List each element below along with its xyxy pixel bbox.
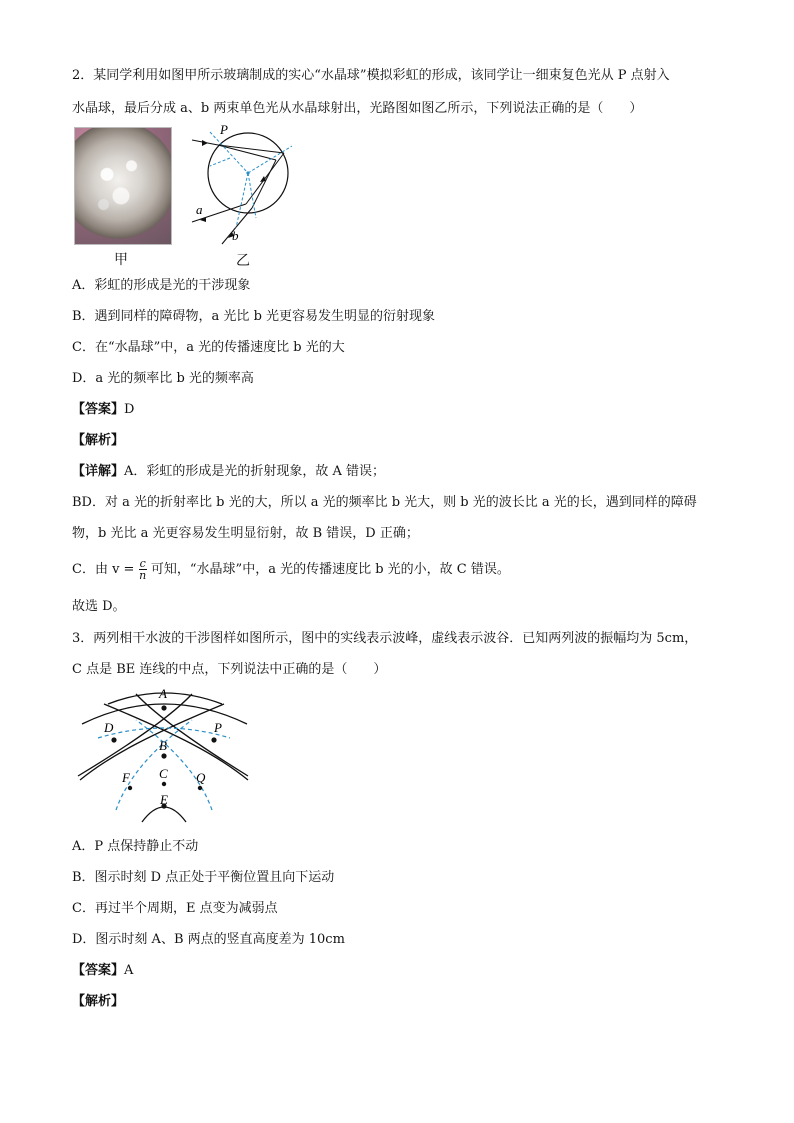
q2-option-c: C．在“水晶球”中，a 光的传播速度比 b 光的大 bbox=[72, 340, 345, 355]
frac-denominator: n bbox=[139, 569, 147, 582]
q2-option-d: D．a 光的频率比 b 光的频率高 bbox=[72, 371, 254, 386]
q2-option-b: B．遇到同样的障碍物，a 光比 b 光更容易发生明显的衍射现象 bbox=[72, 309, 436, 324]
label-B: B bbox=[159, 738, 167, 753]
label-A: A bbox=[159, 686, 167, 701]
q2-answer bbox=[72, 401, 134, 419]
detail-1-text: A．彩虹的形成是光的折射现象，故 A 错误； bbox=[124, 464, 386, 479]
q3-stem-line1: 3．两列相干水波的干涉图样如图所示，图中的实线表示波峰，虚线表示波谷．已知两列波的振幅均为 5cm， bbox=[72, 631, 698, 646]
point-F bbox=[128, 786, 132, 790]
point-D bbox=[111, 737, 116, 742]
q2-detail-1 bbox=[72, 463, 385, 481]
point-B bbox=[161, 753, 166, 758]
label-F: F bbox=[122, 770, 130, 785]
label-P3: P bbox=[214, 720, 222, 735]
label-E: E bbox=[160, 792, 168, 807]
photo-caption: 甲 bbox=[114, 252, 128, 268]
q2-stem-line2: 水晶球，最后分成 a、b 两束单色光从水晶球射出，光路图如图乙所示，下列说法正确的是（ ） bbox=[72, 101, 643, 116]
detail-4-pre: C．由 v = bbox=[72, 562, 135, 577]
formula-fraction bbox=[139, 558, 147, 581]
label-C: C bbox=[159, 766, 168, 781]
q3-answer bbox=[72, 962, 133, 980]
point-P bbox=[211, 737, 216, 742]
label-Q: Q bbox=[196, 770, 206, 785]
label-P: P bbox=[220, 122, 228, 137]
q2-conclusion: 故选 D。 bbox=[72, 599, 126, 614]
label-b: b bbox=[232, 228, 239, 243]
q2-detail-4 bbox=[72, 558, 510, 581]
q3-option-d: D．图示时刻 A、B 两点的竖直高度差为 10cm bbox=[72, 932, 345, 947]
q2-detail-2: BD．对 a 光的折射率比 b 光的大，所以 a 光的频率比 b 光大，则 b 光的波长比 a 光的长，遇到同样的障碍 bbox=[72, 495, 697, 510]
light-path-diagram bbox=[180, 118, 320, 268]
q3-option-a: A．P 点保持静止不动 bbox=[72, 839, 199, 854]
point-A bbox=[161, 705, 166, 710]
detail-4-post: 可知，“水晶球”中，a 光的传播速度比 b 光的小，故 C 错误。 bbox=[150, 562, 510, 577]
answer-value-3: A bbox=[124, 963, 134, 978]
frac-numerator: c bbox=[139, 557, 146, 570]
q2-stem-line1: 2．某同学利用如图甲所示玻璃制成的实心“水晶球”模拟彩虹的形成，该同学让一细束复色光从 P 点射入 bbox=[72, 68, 670, 83]
answer-tag: 【答案】 bbox=[72, 402, 125, 417]
q3-analysis-tag: 【解析】 bbox=[72, 994, 125, 1009]
interference-diagram bbox=[72, 684, 257, 830]
answer-value: D bbox=[124, 402, 135, 417]
q3-option-b: B．图示时刻 D 点正处于平衡位置且向下运动 bbox=[72, 870, 335, 885]
q2-analysis-tag: 【解析】 bbox=[72, 433, 125, 448]
crystal-ball-highlights bbox=[86, 140, 156, 226]
q3-option-c: C．再过半个周期，E 点变为减弱点 bbox=[72, 901, 278, 916]
q2-detail-3: 物，b 光比 a 光更容易发生明显衍射，故 B 错误，D 正确； bbox=[72, 526, 419, 541]
point-C bbox=[162, 782, 166, 786]
label-a: a bbox=[196, 202, 203, 217]
point-Q bbox=[198, 786, 202, 790]
q3-stem-line2: C 点是 BE 连线的中点，下列说法中正确的是（ ） bbox=[72, 662, 387, 677]
q2-option-a: A．彩虹的形成是光的干涉现象 bbox=[72, 278, 251, 293]
diagram-caption: 乙 bbox=[236, 253, 250, 269]
detail-tag: 【详解】 bbox=[72, 464, 125, 479]
label-D: D bbox=[104, 720, 114, 735]
answer-tag-3: 【答案】 bbox=[72, 963, 125, 978]
